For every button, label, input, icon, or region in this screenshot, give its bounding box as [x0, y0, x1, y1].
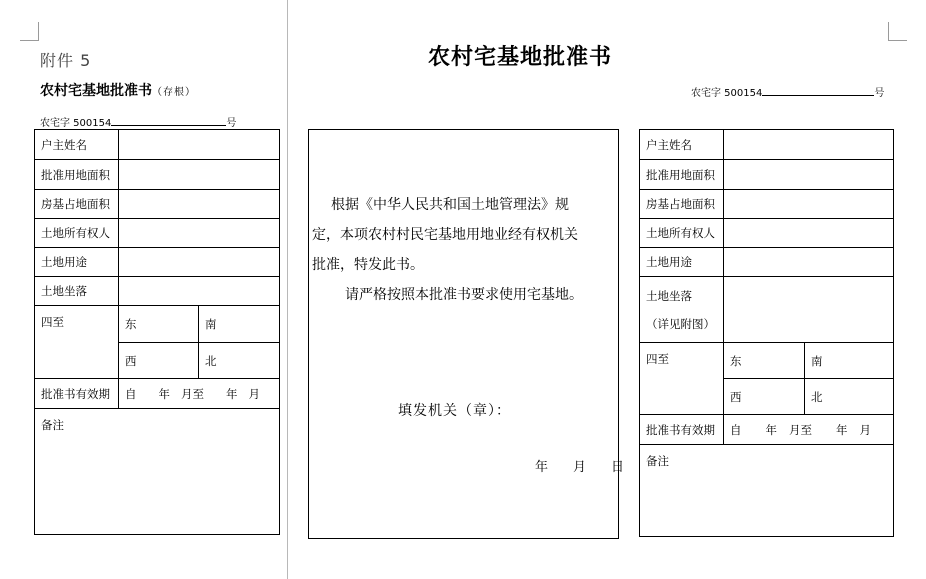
stub-validity-month: 月	[248, 386, 260, 401]
date-day: 日	[611, 460, 625, 475]
stub-title-suffix: （存根）	[152, 87, 196, 98]
page-divider	[287, 0, 288, 579]
cert-land-use-label: 土地用途	[640, 248, 724, 277]
cert-validity-label: 批准书有效期	[640, 415, 724, 445]
stub-approved-area-value[interactable]	[119, 160, 280, 190]
certificate-title: 农村宅基地批准书	[427, 45, 612, 70]
body-line-3: 批准，特发此书。	[312, 257, 424, 273]
cert-form-table	[639, 129, 894, 537]
stub-boundaries-label: 四至	[35, 306, 119, 379]
body-line-1: 根据《中华人民共和国土地管理法》规	[331, 197, 569, 213]
stub-validity-label: 批准书有效期	[35, 379, 119, 409]
cert-house-area-label: 房基占地面积	[640, 190, 724, 219]
cert-approved-area-value[interactable]	[724, 160, 894, 190]
issuing-authority-label: 填发机关（章）：	[398, 403, 511, 419]
body-line-4: 请严格按照本批准书要求使用宅基地。	[345, 287, 583, 303]
cert-land-owner-label: 土地所有权人	[640, 219, 724, 248]
stub-validity-year2: 年	[226, 386, 238, 401]
cert-owner-name-value[interactable]	[724, 130, 894, 160]
date-month: 月	[573, 460, 587, 475]
cert-boundaries-label: 四至	[640, 343, 724, 415]
stub-house-area-label: 房基占地面积	[35, 190, 119, 219]
stub-validity-year1: 年	[158, 386, 170, 401]
stub-west-label: 西	[119, 343, 199, 379]
cert-location-label-text: 土地坐落	[646, 288, 692, 303]
body-line-2: 定，本项农村村民宅基地用地业经有权机关	[312, 227, 578, 243]
cert-serial-suffix: 号	[874, 88, 885, 99]
cert-validity-month: 月	[859, 422, 871, 437]
stub-east-label: 东	[119, 306, 199, 343]
stub-owner-name-label: 户主姓名	[35, 130, 119, 160]
stub-land-use-value[interactable]	[119, 248, 280, 277]
stub-serial-suffix: 号	[226, 118, 237, 129]
cert-serial-prefix: 农宅字 500154	[691, 88, 763, 99]
crop-mark-top-right	[888, 22, 907, 41]
cert-land-use-value[interactable]	[724, 248, 894, 277]
cert-west-label: 西	[724, 379, 805, 415]
date-year: 年	[535, 460, 549, 475]
cert-validity-year1: 年	[765, 422, 777, 437]
stub-land-use-label: 土地用途	[35, 248, 119, 277]
stub-north-label: 北	[199, 343, 280, 379]
stub-title-text: 农村宅基地批准书	[40, 83, 152, 99]
cert-validity-month-to: 月至	[789, 422, 812, 437]
cert-serial-blank	[762, 84, 874, 96]
attachment-label: 附件 5	[40, 51, 92, 70]
stub-title	[40, 80, 196, 100]
cert-validity-value[interactable]	[724, 415, 894, 445]
stub-land-owner-label: 土地所有权人	[35, 219, 119, 248]
cert-house-area-value[interactable]	[724, 190, 894, 219]
cert-validity-year2: 年	[836, 422, 848, 437]
stub-validity-from: 自	[125, 386, 137, 401]
stub-serial-blank	[111, 114, 226, 126]
cert-owner-name-label: 户主姓名	[640, 130, 724, 160]
cert-location-label	[640, 277, 724, 343]
crop-mark-top-left	[20, 22, 39, 41]
stub-serial-number	[40, 114, 236, 129]
stub-form-table	[34, 129, 280, 535]
cert-south-label: 南	[805, 343, 894, 379]
stub-validity-value[interactable]	[119, 379, 280, 409]
cert-east-label: 东	[724, 343, 805, 379]
stub-owner-name-value[interactable]	[119, 130, 280, 160]
cert-north-label: 北	[805, 379, 894, 415]
stub-land-owner-value[interactable]	[119, 219, 280, 248]
stub-location-value[interactable]	[119, 277, 280, 306]
stub-remarks[interactable]: 备注	[35, 409, 280, 535]
cert-approved-area-label: 批准用地面积	[640, 160, 724, 190]
cert-location-note: （详见附图）	[646, 316, 715, 331]
cert-location-value[interactable]	[724, 277, 894, 343]
cert-remarks[interactable]: 备注	[640, 445, 894, 537]
stub-location-label: 土地坐落	[35, 277, 119, 306]
cert-land-owner-value[interactable]	[724, 219, 894, 248]
stub-approved-area-label: 批准用地面积	[35, 160, 119, 190]
stub-validity-month-to: 月至	[181, 386, 204, 401]
stub-house-area-value[interactable]	[119, 190, 280, 219]
cert-serial-number	[691, 84, 884, 99]
stub-south-label: 南	[199, 306, 280, 343]
stub-serial-prefix: 农宅字 500154	[40, 118, 112, 129]
issue-date	[535, 456, 624, 475]
cert-validity-from: 自	[730, 422, 742, 437]
